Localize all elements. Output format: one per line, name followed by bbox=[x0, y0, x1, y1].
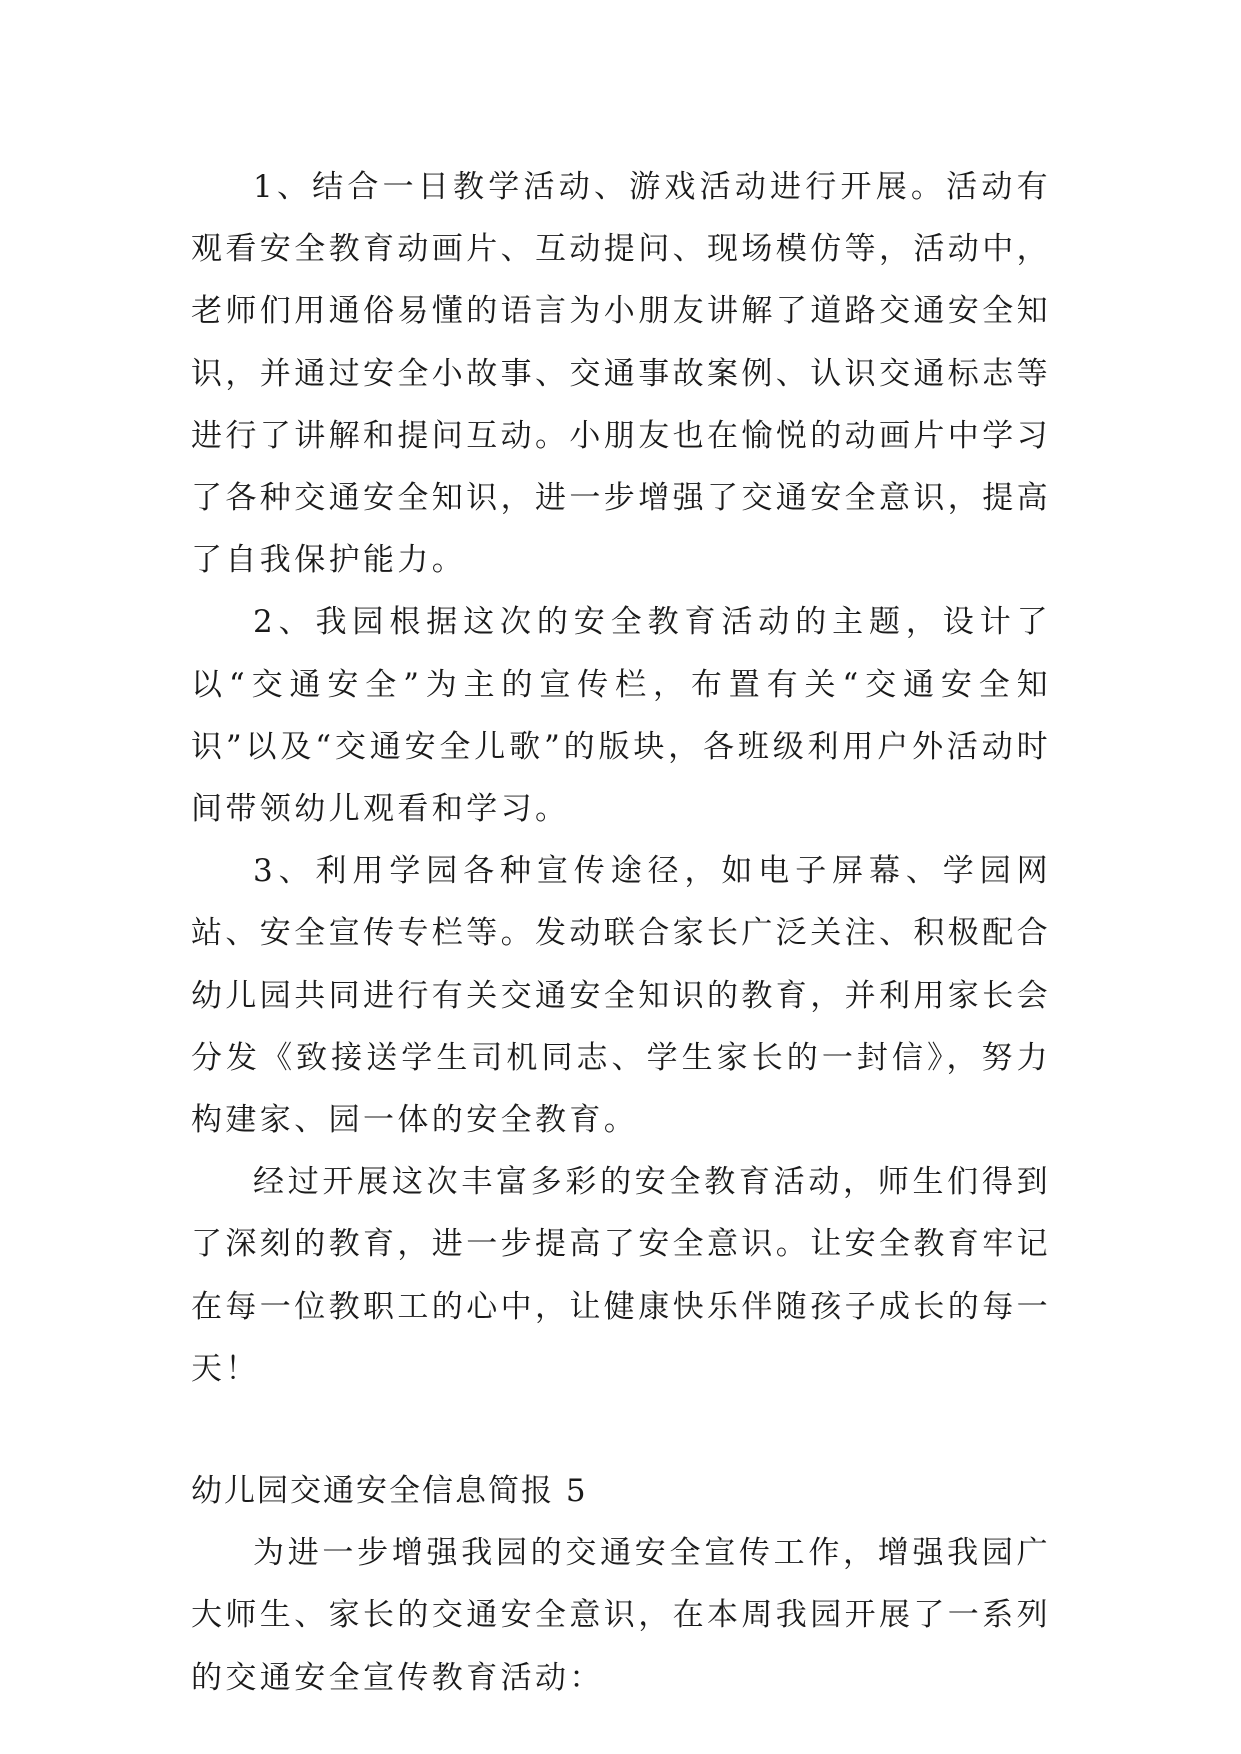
paragraph-summary: 经过开展这次丰富多彩的安全教育活动，师生们得到了深刻的教育，进一步提高了安全意识。让安全教育牢记在每一位教职工的心中，让健康快乐伴随孩子成长的每一天！ bbox=[191, 1164, 1051, 1387]
paragraph-activity-3: 3、利用学园各种宣传途径，如电子屏幕、学园网站、安全宣传专栏等。发动联合家长广泛关注、积极配合幼儿园共同进行有关交通安全知识的教育，并利用家长会分发《致接送学生司机同志、学生家长的一封信》，努力构建家、园一体的安全教育。 bbox=[191, 853, 1051, 1139]
document-body bbox=[191, 156, 1051, 1709]
section-heading: 幼儿园交通安全信息简报 5 bbox=[191, 1473, 588, 1510]
paragraph-activity-1: 1、结合一日教学活动、游戏活动进行开展。活动有观看安全教育动画片、互动提问、现场模仿等，活动中，老师们用通俗易懂的语言为小朋友讲解了道路交通安全知识，并通过安全小故事、交通事故案例、认识交通标志等进行了讲解和提问互动。小朋友也在愉悦的动画片中学习了各种交通安全知识，进一步增强了交通安全意识，提高了自我保护能力。 bbox=[191, 169, 1051, 579]
paragraph-intro: 为进一步增强我园的交通安全宣传工作，增强我园广大师生、家长的交通安全意识，在本周我园开展了一系列的交通安全宣传教育活动： bbox=[191, 1535, 1051, 1696]
paragraph-activity-2: 2、我园根据这次的安全教育活动的主题，设计了以“交通安全”为主的宣传栏，布置有关“交通安全知识”以及“交通安全儿歌”的版块，各班级利用户外活动时间带领幼儿观看和学习。 bbox=[191, 604, 1051, 828]
